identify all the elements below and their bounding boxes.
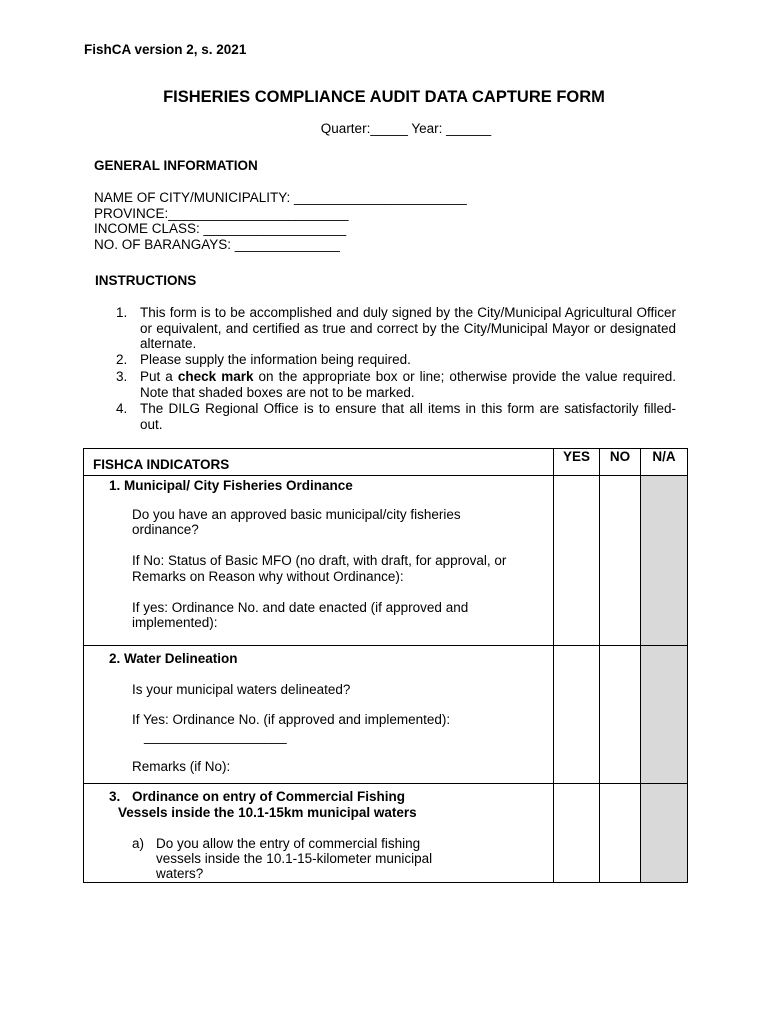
field-income-class: INCOME CLASS: ___________________ [94, 221, 347, 236]
indicator-cell [84, 476, 554, 646]
yes-checkbox-cell[interactable] [554, 784, 600, 883]
instruction-number: 1. [116, 305, 128, 320]
page-title: FISHERIES COMPLIANCE AUDIT DATA CAPTURE FORM [163, 88, 605, 106]
instruction-number: 2. [116, 352, 128, 367]
question-text: If Yes: Ordinance No. (if approved and implemented): [132, 712, 451, 727]
table-row [84, 784, 688, 883]
no-column-header: NO [600, 449, 641, 476]
instruction-text: This form is to be accomplished and duly signed by the City/Municipal Agricultural Officer or equivalent, and certified as true and correct by the City/Municipal Mayor or designated alternate. [140, 305, 676, 351]
section-title: 1. Municipal/ City Fisheries Ordinance [109, 478, 353, 493]
indicator-cell [84, 646, 554, 784]
instruction-number: 3. [116, 369, 128, 384]
instruction-item-1 [116, 305, 676, 352]
na-shaded-cell [641, 646, 688, 784]
question-text: waters? [156, 866, 204, 881]
question-text: If No: Status of Basic MFO (no draft, with draft, for approval, or [132, 553, 507, 568]
field-province: PROVINCE:________________________ [94, 206, 349, 221]
fishca-indicators-table [83, 448, 688, 883]
quarter-year-line: Quarter:_____ Year: ______ [320, 121, 492, 136]
question-text: vessels inside the 10.1-15-kilometer municipal [156, 851, 433, 866]
field-barangays: NO. OF BARANGAYS: ______________ [94, 237, 340, 252]
question-text: ordinance? [132, 522, 199, 537]
instruction-text: The DILG Regional Office is to ensure that all items in this form are satisfactorily filled- out. [140, 401, 676, 432]
instruction-text-pre: Put a [140, 369, 178, 384]
yes-column-header: YES [554, 449, 600, 476]
answer-blank-line: ___________________ [144, 729, 287, 744]
table-header-row [84, 449, 688, 476]
instructions-heading: INSTRUCTIONS [95, 273, 197, 288]
no-checkbox-cell[interactable] [600, 646, 641, 784]
yes-checkbox-cell[interactable] [554, 476, 600, 646]
field-city-municipality: NAME OF CITY/MUNICIPALITY: _______________________ [94, 190, 467, 205]
indicators-column-header [84, 449, 554, 476]
instruction-text [140, 369, 676, 400]
table-row [84, 476, 688, 646]
instruction-item-2 [116, 352, 676, 368]
question-text: Is your municipal waters delineated? [132, 682, 351, 697]
section-title-continued: Vessels inside the 10.1-15km municipal waters [118, 805, 417, 820]
na-shaded-cell [641, 784, 688, 883]
indicator-cell [84, 784, 554, 883]
no-checkbox-cell[interactable] [600, 476, 641, 646]
instruction-item-3 [116, 369, 676, 400]
na-shaded-cell [641, 476, 688, 646]
indicators-header-label: FISHCA INDICATORS [93, 456, 230, 472]
section-number: 3. [109, 789, 121, 804]
yes-checkbox-cell[interactable] [554, 646, 600, 784]
table-row [84, 646, 688, 784]
general-info-heading: GENERAL INFORMATION [94, 158, 258, 173]
question-text: Remarks on Reason why without Ordinance): [132, 569, 404, 584]
section-title: 2. Water Delineation [109, 651, 238, 666]
instruction-item-4 [116, 401, 676, 432]
no-checkbox-cell[interactable] [600, 784, 641, 883]
question-text: Remarks (if No): [132, 759, 231, 774]
question-text: Do you have an approved basic municipal/city fisheries [132, 507, 461, 522]
instruction-text-post: on the appropriate box or line; otherwise provide the value required. Note that shaded boxes are not to be marked. [140, 369, 676, 400]
na-column-header: N/A [641, 449, 688, 476]
instruction-text: Please supply the information being required. [140, 352, 411, 367]
instruction-number: 4. [116, 401, 128, 416]
question-text: implemented): [132, 615, 218, 630]
instruction-emphasis: check mark [177, 369, 254, 384]
section-title: Ordinance on entry of Commercial Fishing [132, 789, 406, 804]
question-text: If yes: Ordinance No. and date enacted (if approved and [132, 600, 469, 615]
sub-item-label: a) [132, 836, 145, 851]
question-text: Do you allow the entry of commercial fishing [156, 836, 421, 851]
form-version: FishCA version 2, s. 2021 [84, 42, 247, 57]
